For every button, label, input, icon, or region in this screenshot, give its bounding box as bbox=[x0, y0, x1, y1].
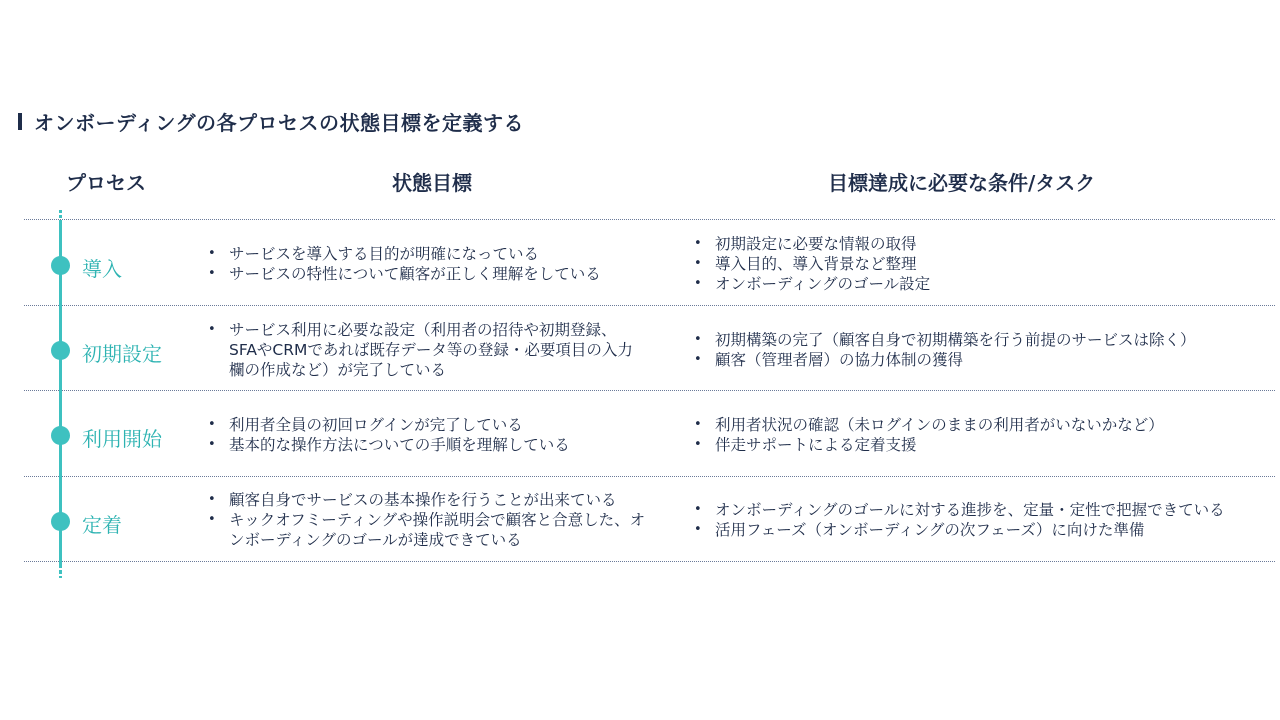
timeline-top-dash bbox=[59, 210, 62, 220]
list-item: • 伴走サポートによる定着支援 bbox=[690, 435, 1275, 455]
state-goal-list bbox=[204, 415, 674, 455]
stage-label: 初期設定 bbox=[82, 342, 162, 366]
list-item: • キックオフミーティングや操作説明会で顧客と合意した、オンボーディングのゴールが達成できている bbox=[204, 510, 659, 550]
list-item: • サービスの特性について顧客が正しく理解をしている bbox=[204, 264, 674, 284]
list-item: • 基本的な操作方法についての手順を理解している bbox=[204, 435, 674, 455]
conditions-list bbox=[690, 415, 1275, 455]
stage-label: 利用開始 bbox=[82, 427, 162, 451]
row-divider bbox=[24, 476, 1275, 477]
list-item: • 初期構築の完了（顧客自身で初期構築を行う前提のサービスは除く） bbox=[690, 330, 1275, 350]
row-divider bbox=[24, 305, 1275, 306]
header-state-goal: 状態目標 bbox=[392, 171, 472, 195]
timeline-dot bbox=[51, 512, 70, 531]
list-item: • サービスを導入する目的が明確になっている bbox=[204, 244, 674, 264]
stage-label: 定着 bbox=[82, 513, 122, 537]
list-item: • 利用者状況の確認（未ログインのままの利用者がいないかなど） bbox=[690, 415, 1275, 435]
list-item: • 初期設定に必要な情報の取得 bbox=[690, 234, 1275, 254]
row-divider bbox=[24, 390, 1275, 391]
list-item: • 活用フェーズ（オンボーディングの次フェーズ）に向けた準備 bbox=[690, 520, 1275, 540]
timeline-dot bbox=[51, 256, 70, 275]
timeline-bottom-dash bbox=[59, 564, 62, 578]
list-item: • オンボーディングのゴール設定 bbox=[690, 274, 1275, 294]
list-item: • 利用者全員の初回ログインが完了している bbox=[204, 415, 674, 435]
timeline-dot bbox=[51, 426, 70, 445]
list-item: • オンボーディングのゴールに対する進捗を、定量・定性で把握できている bbox=[690, 500, 1275, 520]
state-goal-list bbox=[204, 320, 644, 380]
list-item: • 顧客（管理者層）の協力体制の獲得 bbox=[690, 350, 1275, 370]
conditions-list bbox=[690, 330, 1275, 370]
list-item: • サービス利用に必要な設定（利用者の招待や初期登録、SFAやCRMであれば既存データ等の登録・必要項目の入力欄の作成など）が完了している bbox=[204, 320, 644, 380]
title-accent-bar bbox=[18, 113, 22, 130]
slide-title bbox=[18, 107, 524, 136]
conditions-list bbox=[690, 500, 1275, 540]
state-goal-list bbox=[204, 244, 674, 284]
conditions-list bbox=[690, 234, 1275, 294]
state-goal-list bbox=[204, 490, 659, 550]
stage-label: 導入 bbox=[82, 257, 122, 281]
title-text: オンボーディングの各プロセスの状態目標を定義する bbox=[34, 111, 524, 135]
header-conditions: 目標達成に必要な条件/タスク bbox=[828, 171, 1096, 195]
row-divider bbox=[24, 219, 1275, 220]
timeline-dot bbox=[51, 341, 70, 360]
row-divider bbox=[24, 561, 1275, 562]
header-process: プロセス bbox=[66, 171, 146, 195]
list-item: • 導入目的、導入背景など整理 bbox=[690, 254, 1275, 274]
list-item: • 顧客自身でサービスの基本操作を行うことが出来ている bbox=[204, 490, 659, 510]
